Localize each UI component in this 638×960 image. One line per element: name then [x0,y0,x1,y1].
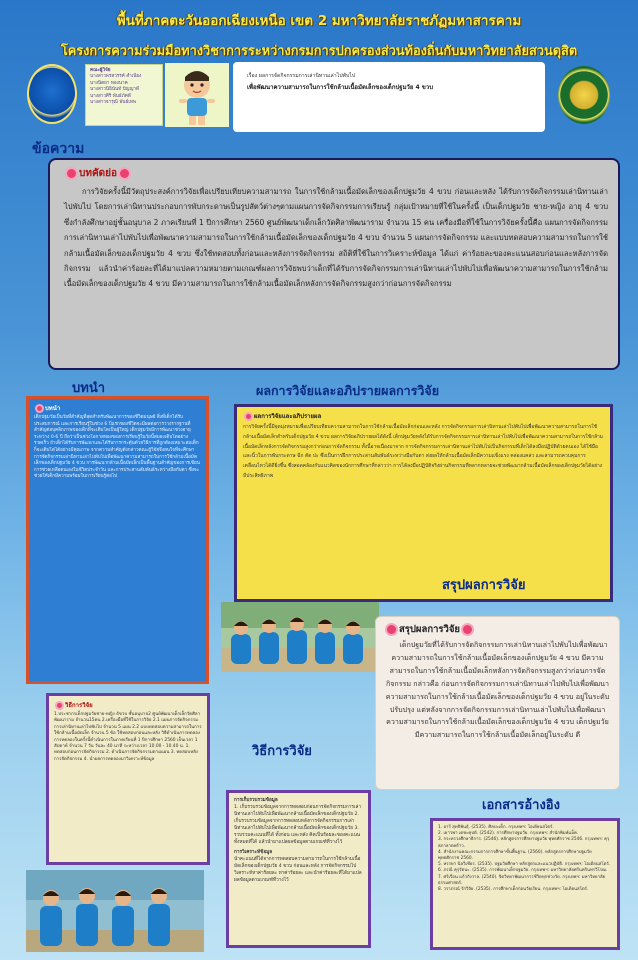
conclusion-heading-row [384,622,611,637]
flower-icon [37,406,42,411]
abstract-panel [48,158,620,370]
research-title-line-1: เรื่อง ผลการจัดกิจกรรมการเล่านิทานเล่าไปพับไป [247,73,356,79]
child-mascot-illustration [165,63,229,127]
method-heading-row [54,700,202,710]
results-panel [234,404,613,602]
abstract-body: การวิจัยครั้งนี้มีวัตถุประสงค์การวิจัยเพื่อเปรียบเทียบความสามารถ ในการใช้กล้ามเนื้อมัดเล็กของเด็กปฐมวัย 4 ขวบ ก่อนและหลัง ได้รับการจัดกิจกรรมเล่านิทานเล่าไปพับไป โดยการเล่านิทานประกอบการพับกระดาษเป็นรูปสัตว์ต่างๆตามแผนการจัดกิจกรรมการเรียนรู้ กลุ่มเป้าหมายที่ใช้ในครั้งนี้ เป็นเด็กปฐมวัย ชาย-หญิง อายุ 4 ขวบ ซึ่งกำลังศึกษาอยู่ชั้นอนุบาล 2 ภาคเรียนที่ 1 ปีการศึกษา 2560 ศูนย์พัฒนาเด็กเล็กวัดศิลาพัฒนาราม จำนวน 15 คน เครื่องมือที่ใช้ในการวิจัยครั้งนี้คือ แผนการจัดกิจกรรมการเล่านิทานเล่าไปพับไปเพื่อพัฒนาความสามารถในการใช้กล้ามเนื้อมัดเล็กของเด็กปฐมวัย 4 ขวบ จำนวน 5 แผนการจัดกิจกรรม และแบบทดสอบความสามารถในการใช้กล้ามเนื้อมัดเล็กของเด็กปฐมวัย 4 ขวบ ซึ่งใช้ทดสอบทั้งก่อนและหลังการจัดกิจกรรม สถิติที่ใช้ในการวิเคราะห์ข้อมูล ได้แก่ ค่าร้อยละของคะแนนสอบก่อนและหลังการจัดกิจกรรม แล้วนำค่าร้อยละที่ได้มาแปลความหมายตามเกณฑ์ผลการวิจัยพบว่าเด็กที่ได้รับการจัดกิจกรรมการเล่านิทานเล่าไปพับไปเพื่อพัฒนาความสามารถในการใช้กล้ามเนื้อมัดเล็กของเด็กปฐมวัย 4 ขวบ มีความสามารถในการใช้กล้ามเนื้อมัดเล็กหลังการจัดกิจกรรมสูงกว่าก่อนการจัดกิจกรรม [64,187,608,289]
reference-item: 2. เยาวพา เดชะคุปต์. (2542). การศึกษาปฐมวัย. กรุงเทพฯ: สำนักพิมพ์แม็ค. [438,831,579,837]
flower-icon [67,169,76,178]
refs-section-label: เอกสารอ้างอิง [482,798,560,813]
intro-panel [26,396,209,684]
reference-item: 1. อารี สุทธิพันธุ์. (2535). ศิลปะเด็ก. กรุงเทพฯ: โอเดียนสโตร์. [438,825,554,830]
intro-heading: บทนำ [45,405,61,412]
children-photo-bottom [26,870,204,952]
flower-icon [57,703,62,708]
collect-heading: การเก็บรวบรวมข้อมูล [234,798,278,803]
research-title-line-2: เพื่อพัฒนาความสามารถในการใช้กล้ามเนื้อมัดเล็กของเด็กปฐมวัย 4 ขวบ [247,84,434,91]
method-panel [46,693,210,865]
header-line-2: โครงการความร่วมมือทางวิชาการระหว่างกรมการปกครองส่วนท้องถิ่นกับมหาวิทยาลัยสวนดุสิต [60,44,578,59]
conclusion-body: เด็กปฐมวัยที่ได้รับการจัดกิจกรรมการเล่านิทานเล่าไปพับไปเพื่อพัฒนาความสามารถในการใช้กล้ามเนื้อมัดเล็กของเด็กปฐมวัย 4 ขวบ มีความสามารถในการใช้กล้ามเนื้อมัดเล็กหลังการจัดกิจกรรมสูงกว่าก่อนการจัดกิจกรรม กล่าวคือ ก่อนการจัดกิจกรรมการเล่านิทานเล่าไปพับไปเพื่อพัฒนาความสามารถในการใช้กล้ามเนื้อมัดเล็กของเด็กปฐมวัย 4 ขวบ อยู่ในระดับ ปรับปรุง แต่หลังจากการจัดกิจกรรมการเล่านิทานเล่าไปพับไปเพื่อพัฒนาความสามารถในการใช้กล้ามเนื้อมัดเล็กของเด็กปฐมวัย 4 ขวบ เด็กปฐมวัยมีความสามารถในการใช้กล้ามเนื้อมัดเล็กอยู่ในระดับ ดี [385,640,610,740]
reference-item: 3. กระทรวงศึกษาธิการ. (2546). หลักสูตรการศึกษาปฐมวัย พุทธศักราช 2546. กรุงเทพฯ: คุรุสภาลาดพร้าว. [438,837,610,849]
analysis-body: นำคะแนนที่ได้จากการทดสอบความสามารถในการใช้กล้ามเนื้อมัดเล็กของเด็กปฐมวัย 4 ขวบ ก่อนและหลัง การจัดกิจกรรมไปวิเคราะห์หาค่าร้อยละ หาค่าร้อยละ และนำค่าร้อยละที่ได้มาแปลผลข้อมูลตามเกณฑ์ที่วางไว้ [234,857,362,883]
method-section-label: วิธีการวิจัย [252,744,312,759]
member-name: นางสาวจารุณี พันธ์เทพ [90,100,136,106]
flower-icon [120,169,129,178]
analysis-heading: การวิเคราะห์ข้อมูล [234,850,273,855]
research-team-heading: คณะผู้วิจัย [90,68,111,73]
member-name: นางสาวนิธินันท์ ปัญญาดี [90,87,139,93]
flower-icon [463,625,472,634]
collect-body: 1. เก็บรวบรวมข้อมูลจากการทดสอบก่อนการจัดกิจกรรมการเล่านิทานเล่าไปพับไปเพื่อพัฒนากล้ามเนื้อมัดเล็กของเด็กปฐมวัย 2. เก็บรวบรวมข้อมูลจากการทดสอบหลังการจัดกิจกรรมการเล่านิทานเล่าไปพับไปเพื่อพัฒนากล้ามเนื้อมัดเล็กของเด็กปฐมวัย 3. รวบรวมคะแนนที่ได้ ทั้งก่อน และหลัง คิดเป็นร้อยละของคะแนนทั้งหมดที่ได้ แล้วนำมาแปลผลข้อมูลตามเกณฑ์ที่วางไว้ [234,805,361,845]
references-panel [430,818,620,950]
member-name: นางนิตยา ทองนาค [90,80,128,86]
header-line-1: พื้นที่ภาคตะวันออกเฉียงเหนือ เขต 2 มหาวิทยาลัยราชภัฏมหาสารคาม [116,13,522,29]
results-section-label: ผลการวิจัยและอภิปรายผลการวิจัย [256,383,440,398]
data-collection-panel [226,790,371,948]
flower-icon [387,625,396,634]
reference-item: 7. ศรีเรือน แก้วกังวาล. (2540). จิตวิทยาพัฒนาการชีวิตทุกช่วงวัย. กรุงเทพฯ: มหาวิทยาลัยธรรมศาสตร์. [438,874,606,886]
flower-icon [246,414,251,419]
intro-body: เด็กปฐมวัยเป็นวัยที่สำคัญที่สุดสำหรับพัฒนาการของชีวิตมนุษย์ สิ่งที่เด็กได้รับประสบการณ์ และการเรียนรู้ในช่วง 6 ปีแรกของชีวิตจะมีผลต่อการวางรากฐานที่สำคัญต่อบุคลิกภาพของเด็กที่จะเติบโตเป็นผู้ใหญ่ เด็กปฐมวัยมีการพัฒนาช่วงอายุระหว่าง 0-6 ปี ถือว่าเป็นช่วงโอกาสทองของการเรียนรู้ในวัยนี้สมองเติบโตอย่างรวดเร็ว ถ้าเด็กได้รับการพัฒนาและได้รับการกระตุ้นด้วยวิธีการที่ถูกต้องเหมาะสมเด็กก็จะเติบโตได้อย่างมีคุณภาพ จากความสำคัญดังกล่าวคณะผู้วิจัยจึงสนใจที่จะศึกษาการจัดกิจกรรมเล่านิทานเล่าไปพับไปเพื่อพัฒนาความสามารถในการใช้กล้ามเนื้อมัดเล็กของเด็กปฐมวัย 4 ขวบ การพัฒนากล้ามเนื้อมัดเล็กเป็นพื้นฐานสำคัญของการเขียน การช่วยเหลือตนเองในชีวิตประจำวัน และการประสานสัมพันธ์ระหว่างมือกับตา ซึ่งจะช่วยให้เด็กมีความพร้อมในการเรียนรู้ต่อไป [34,415,200,480]
abstract-section-label: ข้อความ [32,141,85,157]
abstract-heading: บทคัดย่อ [79,168,117,179]
university-logo-left [27,64,77,124]
university-logo-right [558,66,610,124]
results-heading-row [243,411,604,421]
reference-item: 4. สำนักงานคณะกรรมการการศึกษาขั้นพื้นฐาน. (2560). หลักสูตรการศึกษาปฐมวัย พุทธศักราช 2560. [438,849,592,862]
reference-item: 6. ภรณี คุรุรัตนะ. (2535). การพัฒนาเด็กปฐมวัย. กรุงเทพฯ: มหาวิทยาลัยศรีนครินทรวิโรฒ. [438,868,608,874]
conclusion-heading: สรุปผลการวิจัย [399,624,460,635]
reference-item: 5. หรรษา นิลวิเชียร. (2535). ปฐมวัยศึกษา หลักสูตรและแนวปฏิบัติ. กรุงเทพฯ: โอเดียนสโตร์. [438,862,611,868]
method-body: 1.ประชากรเด็กปฐมวัยชาย-หญิง 4ขวบ ชั้นอนุบาล2 ศูนย์พัฒนาเด็กเล็กวัดศิลาพัฒนาราม จำนวน15คน 2.เครื่องมือที่ใช้ในการวิจัย 2.1 แผนการจัดกิจกรรมการเล่านิทานเล่าไปพับไป จำนวน 5 แผน 2.2 แบบทดสอบความสามารถในการใช้กล้ามเนื้อมัดเล็ก จำนวน 5 ข้อ ใช้ทดสอบก่อนและหลัง วิธีดำเนินการทดลอง การทดลองในครั้งนี้ดำเนินการในภาคเรียนที่ 1 ปีการศึกษา 2560 เป็นเวลา 1 สัปดาห์ จำนวน 7 วัน วันละ 40 นาที ระหว่างเวลา 10.00 - 10.40 น. 1. ทดสอบก่อนการจัดกิจกรรม 2. ดำเนินการจัดกิจกรรมตามแผน 3. ทดสอบหลังการจัดกิจกรรม 4. นำผลการทดลองมาวิเคราะห์ข้อมูล [54,712,202,762]
method-heading: วิธีการวิจัย [65,702,93,709]
conclusion-panel [375,616,620,790]
results-heading: ผลการวิจัยและอภิปรายผล [254,413,322,420]
results-body: การวิจัยครั้งนี้มีจุดมุ่งหมายเพื่อเปรียบเทียบความสามารถในการใช้กล้ามเนื้อมัดเล็กก่อนและหลัง การจัดกิจกรรมการเล่านิทานเล่าไปพับไปเพื่อพัฒนาความสามารถในการใช้กล้ามเนื้อมัดเล็กสำหรับเด็กปฐมวัย 4 ขวบ ผลการวิจัยอภิปรายผลได้ดังนี้ เด็กปฐมวัยหลังได้รับการจัดกิจกรรมการเล่านิทานเล่าไปพับไปเพื่อพัฒนาความสามารถในการใช้กล้ามเนื้อมัดเล็กหลังการจัดกิจกรรมสูงกว่าก่อนการจัดกิจกรรม ทั้งนี้อาจเนื่องมาจาก การจัดกิจกรรมการเล่านิทานเล่าไปพับไปเป็นกิจกรรมที่เด็กได้ลงมือปฏิบัติด้วยตนเอง ได้ใช้มือและนิ้วในการพับกระดาษ ฉีก ตัด ปะ ซึ่งเป็นการฝึกการประสานสัมพันธ์ระหว่างมือกับตา ส่งผลให้กล้ามเนื้อมัดเล็กมีความแข็งแรง คล่องแคล่ว และสามารถควบคุมการเคลื่อนไหวได้ดียิ่งขึ้น ซึ่งสอดคล้องกับแนวคิดของนักการศึกษาที่กล่าวว่า การได้ลงมือปฏิบัติจริงผ่านกิจกรรมที่หลากหลายจะช่วยพัฒนากล้ามเนื้อมัดเล็กของเด็กปฐมวัยได้อย่างมีประสิทธิภาพ [243,424,604,479]
member-name: นางสาวศิริ พันธ์ภัคดี [90,93,131,99]
intro-heading-row [34,403,201,413]
conclusion-section-label: สรุปผลการวิจัย [442,578,526,593]
reference-item: 8. วราภรณ์ รักวิจัย. (2535). การศึกษาเด็กก่อนวัยเรียน. กรุงเทพฯ: โอเดียนสโตร์. [438,887,589,893]
intro-section-label: บทนำ [72,381,106,396]
research-team-card [85,64,163,126]
member-name: นางสาวพรสวรรค์ สำเนียง [90,74,142,80]
children-group-photo [221,602,379,672]
abstract-heading-row [64,166,608,181]
research-title-box [233,62,545,132]
